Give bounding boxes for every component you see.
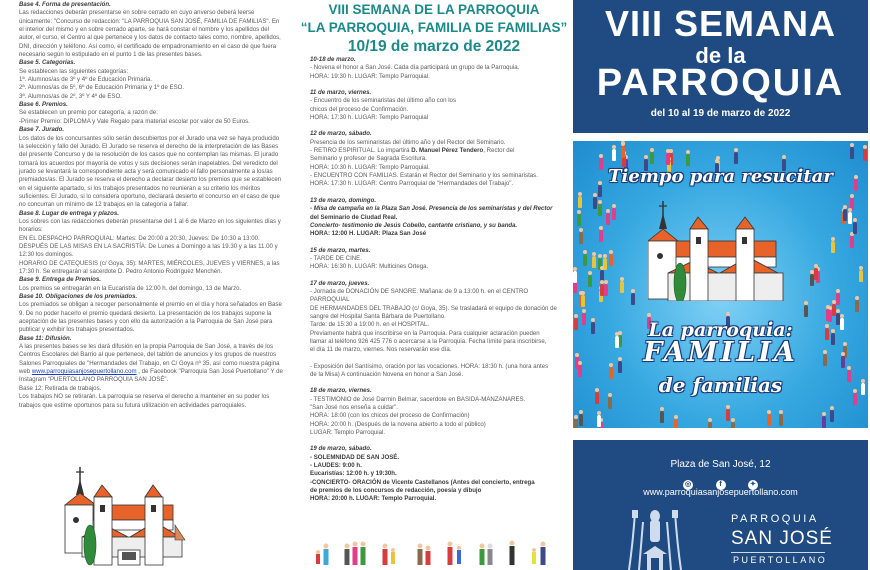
logo-text-puertollano: PUERTOLLANO [733,555,828,565]
schedule-line: Previamente habrá que inscribirse en la Parroquia. Para cualquier aclaración pueden [310,329,540,337]
middle-panel-program [300,0,568,570]
poster-church-illustration [648,201,788,301]
crowd-person-icon [734,152,738,164]
crowd-person-icon [726,409,730,421]
schedule-line: - Jornada de DONACIÓN DE SANGRE. Mañana: de 9 a 13:00 h. en el CENTRO PARROQUIAL [310,287,529,304]
crowd-person-icon [597,415,601,427]
program-title: VIII SEMANA DE LA PARROQUIA [328,2,540,17]
cover-title-line2: de la [695,43,746,68]
crowd-person-icon [859,270,863,282]
schedule-line: Presencia de los seminaristas del último año y del Rector del Seminario. [310,138,506,146]
crowd-person-icon [850,236,854,248]
schedule-line: el día 11 de marzo, viernes. Nos reservarán ese día. [310,346,452,354]
crowd-person-icon [830,410,834,422]
cover-title-line3: PARROQUIA [596,62,845,104]
crowd-person-icon [650,152,654,164]
crowd-person-icon [832,304,836,316]
rule-heading: Base 9. Entrega de Premios. [19,276,101,284]
crowd-person-icon [604,284,608,296]
crowd-person-icon [612,149,616,161]
crowd-person-icon [674,419,678,428]
right-panel-cover [568,0,870,570]
schedule-date: 17 de marzo, jueves. [310,279,370,287]
crowd-person-icon [855,300,859,312]
rule-paragraph: Los premios se entregarán en la Eucaristía de 12:00 h. del domingo, 13 de Marzo. [19,284,242,292]
rule-paragraph: HORARIO DE CATEQUESIS (c/ Goya, 35): MARTES, MIÉRCOLES, JUEVES y VIERNES, a las 17:30 h. Se entregarán al sacerdote D. Pedro Antonio Rodríguez Menchén. [19,259,280,275]
schedule-line: Seminario y profesor de Sagrada Escritura. [310,155,427,163]
schedule-line: sangre del Hospital Santa Bárbara de Puertollano. [310,312,446,320]
logo-text-san-jose: SAN JOSÉ [731,528,833,549]
schedule-line: Tarde: de 15:30 a 19:00 h. en el HOSPITAL. [310,321,430,329]
crowd-person-icon [779,414,783,426]
poster-top-title: Tiempo para resucitar [608,166,833,187]
schedule-date: 11 de marzo, viernes. [310,89,372,97]
contest-rules-text [19,1,284,410]
schedule-date: 10-18 de marzo. [310,56,356,63]
crowd-person-icon [592,256,596,268]
crowd-person-icon [863,149,867,161]
poster-line3: de familias [658,373,783,397]
rule-paragraph: Los sobres con las redacciones deberán presentarse del 1 al 6 de Marzo en los siguientes días y horarios: [19,217,281,234]
crowd-person-icon [603,258,607,270]
crowd-person-icon [836,293,840,305]
schedule-line: - ENCUENTRO CON FAMILIAS. Estarán el Rector del Seminario y los seminaristas. [310,172,538,180]
schedule-line: de la Misa) A continuación Novena en honor a San José. [310,371,464,378]
crowd-person-icon [599,230,603,242]
crowd-person-icon [593,197,597,209]
schedule-date: 12 de marzo, sábado. [310,130,372,138]
schedule-line: HORA: 20:00 h. LUGAR: Templo Parroquial. [310,495,437,503]
rule-paragraph: Se establecen las siguientes categorías: [19,67,129,75]
schedule-line: HORA: 17:30 h. LUGAR: Centro Parroquial de "Hermandades del Trabajo". [310,180,514,188]
schedule-line: - Exposición del Santísimo, oración por las vocaciones. HORA: 18:30 h. (una hora antes [310,362,549,370]
cover-title-line1: VIII SEMANA [604,3,837,44]
crowd-person-icon [583,254,587,266]
rule-paragraph: Los datos de los concursantes sólo serán descubiertos por el Jurado una vez se haya producido la selección y fallo del Jurado. El Jurado se reserva el derecho de la interpretación de las Bases del presente Concurso y de la resolución de los casos que no contemplan las mismas. El jurado tomará los acuerdos por mayoría de votos y sus decisiones serán inapelables. Del veredicto del jurado se levantará la correspondiente acta y será comunicado el fallo personalmente a los/as premiados/as. El Jurado se reserva el derecho a declarar desierto los premios que se establecen en el siguiente apartado, si los trabajos presentados no reunieran a su criterio los méritos suficientes. El Jurado, si lo considera oportuno, declarará desierto el concurso en el caso de que no concurran un mínimo de 12 trabajos en la categoría a fallar. [19,134,282,209]
rule-heading: Base 7. Jurado. [19,126,65,134]
crowd-person-icon [581,295,585,307]
rule-paragraph: Las redacciones deberán presentarse en sobre cerrado en cuyo anverso deberá leerse únicamente: "Concurso de redacción: "LA PARROQUIA SAN JOSÉ, FAMILIA DE FAMILIAS". En el interior del mismo y en sobre cerrado aparte, se hará constar el nombre y los apellidos del autor, el curso, el Centro al que pertenece y los datos de contacto tales como, nombre, apellidos, DNI, dirección y teléfono. Así como, el certificado de empadronamiento en el caso de que fuera necesario según lo estipulado en el punto 1 de las presentes bases. [19,9,281,59]
rule-paragraph: -Primer Premio: DIPLOMA y Vale Regalo para material escolar por valor de 50 Euros. [19,117,250,125]
crowd-person-icon [848,212,852,224]
church-illustration [60,465,195,570]
schedule-date: 18 de marzo, viernes. [310,387,372,395]
poster-line1: La parroquia: [648,319,793,341]
crowd-person-icon [843,209,847,221]
schedule-line: HORA: 17:30 h. LUGAR: Templo Parroquial [310,114,429,122]
schedule-line: - Novena el honor a San José. Cada día participará un grupo de la Parroquia. [310,64,520,72]
crowd-person-icon [573,281,577,293]
address: Plaza de San José, 12 [670,459,771,470]
crowd-person-icon [609,254,613,266]
schedule-line: HORA: 10:30 h. LUGAR: Templo Parroquial. [310,163,430,171]
rule-heading: Base 10. Obligaciones de los premiados. [19,293,138,301]
left-panel-contest-rules [0,0,300,570]
crowd-person-icon [850,147,854,159]
cover-dates: del 10 al 19 de marzo de 2022 [650,108,791,119]
rule-paragraph: EN EL DESPACHO PARROQUIAL: Martes: De 20:00 a 20:30, Jueves: De 10:30 a 13:00. [19,234,260,242]
crowd-person-icon [588,275,592,287]
rule-heading: Base 4. Forma de presentación. [19,1,111,8]
schedule-line: HORA: 19:30 h. LUGAR: Templo Parroquial. [310,72,430,80]
crowd-person-icon [853,222,857,234]
crowd-person-icon [731,422,735,428]
cover-footer [573,440,868,570]
crowd-person-icon [620,281,624,293]
schedule-line: chicos del proceso de Confirmación. [310,105,409,113]
rule-heading: Base 11: Difusión. [19,334,72,342]
logo-text-parroquia: PARROQUIA [731,513,819,525]
schedule-line: HORA: 20:00 h. (Después de la novena abierto a todo el público) [310,420,486,428]
schedule-line: llamar al teléfono 926 425 776 o acercarse a la Parroquia. Fecha límite para inscribirse, [310,337,547,345]
crowd-person-icon [814,268,818,280]
logo-divider [731,552,825,553]
crowd-person-icon [606,213,610,225]
facebook-icon[interactable]: f [716,480,726,490]
rule-paragraph: Base 12: Retirada de trabajos. [19,384,102,392]
crowd-person-icon [578,196,582,208]
rule-paragraph: Los premiados se obligan a recoger personalmente el premio en el día y hora señalados en Base 9. De no poder hacerlo el premio quedará desierto. La presentación de los trabajos supone la aceptación de las presentes bases y con ello da autorización a la Parroquia de San José para publicar y exhibir los trabajos presentados. [19,301,282,334]
crowd-person-icon [608,397,612,409]
schedule-line: Eucaristías: 12:00 h. y 19:30h. [310,470,397,478]
instagram-icon[interactable]: ◎ [684,481,692,488]
crowd-person-icon [666,153,670,165]
rule-paragraph: A las presentes bases se les dará difusión en la propia Parroquia de San José, a través de los Centros Escolares del Barrio al que pertenece, del tablón de anuncios y los grupos de nuestros Salones Parroquiales de "Hermandades del Trabajo, en C/ Goya nº 35, así como nuestra página web www.parroquiasanjosepuertollano.com , de Facebook "Parroquia San José Puertollano" Y de Instagram "PUERTOLLANO PARROQUIA SAN JOSÉ". [19,343,283,384]
crowd-person-icon [810,274,814,286]
rule-heading: Base 5. Categorías. [19,59,76,67]
crowd-person-icon [660,411,664,423]
rule-paragraph: Se establecen un premio por categoría, a razón de: [19,109,158,117]
schedule-line: Concierto- testimonio de Jesús Cobello, cantante cristiano, y su banda. [310,221,518,229]
crowd-person-icon [574,419,578,428]
crowd-person-icon [686,154,690,166]
crowd-person-icon [612,208,616,220]
crowd-person-icon [831,241,835,253]
website-link[interactable]: www.parroquiasanjosepuertollano.com [643,487,798,497]
crowd-person-icon [577,214,581,226]
schedule-line: HORA: 16:30 h. LUGAR: Multicines Ortega. [310,263,429,271]
rule-heading: Base 6. Premios. [19,101,68,109]
crowd-person-icon [767,414,771,426]
poster-image [573,141,868,428]
schedule-line: "San José nos enseña a cuidar". [310,404,399,412]
crowd-person-icon [573,271,577,283]
crowd-person-icon [822,416,826,428]
schedule-line: LUGAR: Templo Parroquial. [310,429,386,437]
rule-heading: Base 8. Lugar de entrega y plazos. [19,209,119,217]
rule-paragraph: DESPUÉS DE LAS MISAS EN LA SACRISTÍA: De Lunes a Domingo a las 19.30 y a las 11.00 y 12:30 los domingos. [19,242,278,259]
schedule-line: - SOLEMNIDAD DE SAN JOSÉ. [310,453,400,461]
schedule-date: 19 de marzo, sábado. [310,445,372,453]
schedule-line: - TESTIMONIO de José Darmin Belmar, sacerdote en BASIDA-MANZANARES. [310,395,526,403]
schedule-line: - LAUDES: 9:00 h. [310,462,362,470]
website-link[interactable]: www.parroquiasanjosepuertollano.com [31,368,137,376]
crowd-person-icon [708,422,712,428]
schedule-line: - RETIRO ESPIRITUAL. Lo impartirá D. Manuel Pérez Tendero, Rector del [310,147,515,155]
poster-line2: FAMILIA [643,337,798,368]
crowd-person-icon [579,232,583,244]
schedule-date: 15 de marzo, martes. [310,246,371,254]
schedule-line: - TARDE DE CINE. [310,254,362,262]
crowd-person-icon [804,305,808,317]
rule-paragraph: 3ª. Alumnos/as de 2º, 3º Y 4º de ESO. [19,92,122,100]
crowd-person-icon [621,146,625,158]
rule-paragraph: 1ª. Alumnos/as de 3º y 4º de Educación Primaria. [19,76,153,84]
schedule-line: HORA: 18:00 (con los chicos del proceso de Confirmación) [310,412,470,420]
crowd-person-icon [631,293,635,305]
cover-header [573,0,868,133]
crowd-person-icon [579,414,583,426]
schedule-line: DE HERMANDADES DEL TRABAJO (c/ Goya, 35). Se trasladará el equipo de donación de [310,304,557,312]
rule-paragraph: Los trabajos NO se retirarán. La parroquia se reserva el derecho a mantener en su poder los trabajos que estime oportunos para su futura utilización en actividades parroquiales. [19,393,270,409]
families-illustration [310,540,560,570]
program-subtitle: “LA PARROQUIA, FAMILIA DE FAMILIAS” [300,20,568,35]
rule-paragraph: 2ª. Alumnos/as de 5º, 6º de Educación Primaria y 1º de ESO. [19,84,185,92]
schedule-line: - Misa de campaña en la Plaza San José. Presencia de los seminaristas y del Rector [310,205,553,213]
schedule-date: 13 de marzo, domingo. [310,196,377,204]
crowd-person-icon [600,284,604,296]
crowd-person-icon [598,204,602,216]
schedule-line: HORA: 12:00 H. LUGAR: Plaza San José [310,230,427,238]
program-schedule [310,56,562,504]
schedule-line: de premios de los concursos de redacción, poesía y dibujo [310,487,482,495]
parish-logo-icon [625,502,685,570]
twitter-icon[interactable]: ✦ [748,480,758,490]
schedule-line: -CONCIERTO- ORACIÓN de Vicente Castellanos (Antes del concierto, entrega [310,478,535,486]
schedule-line: - Encuentro de los seminaristas del último año con los [310,97,456,105]
program-dates: 10/19 de marzo de 2022 [347,38,521,55]
schedule-line: del Seminario de Ciudad Real. [310,213,398,221]
